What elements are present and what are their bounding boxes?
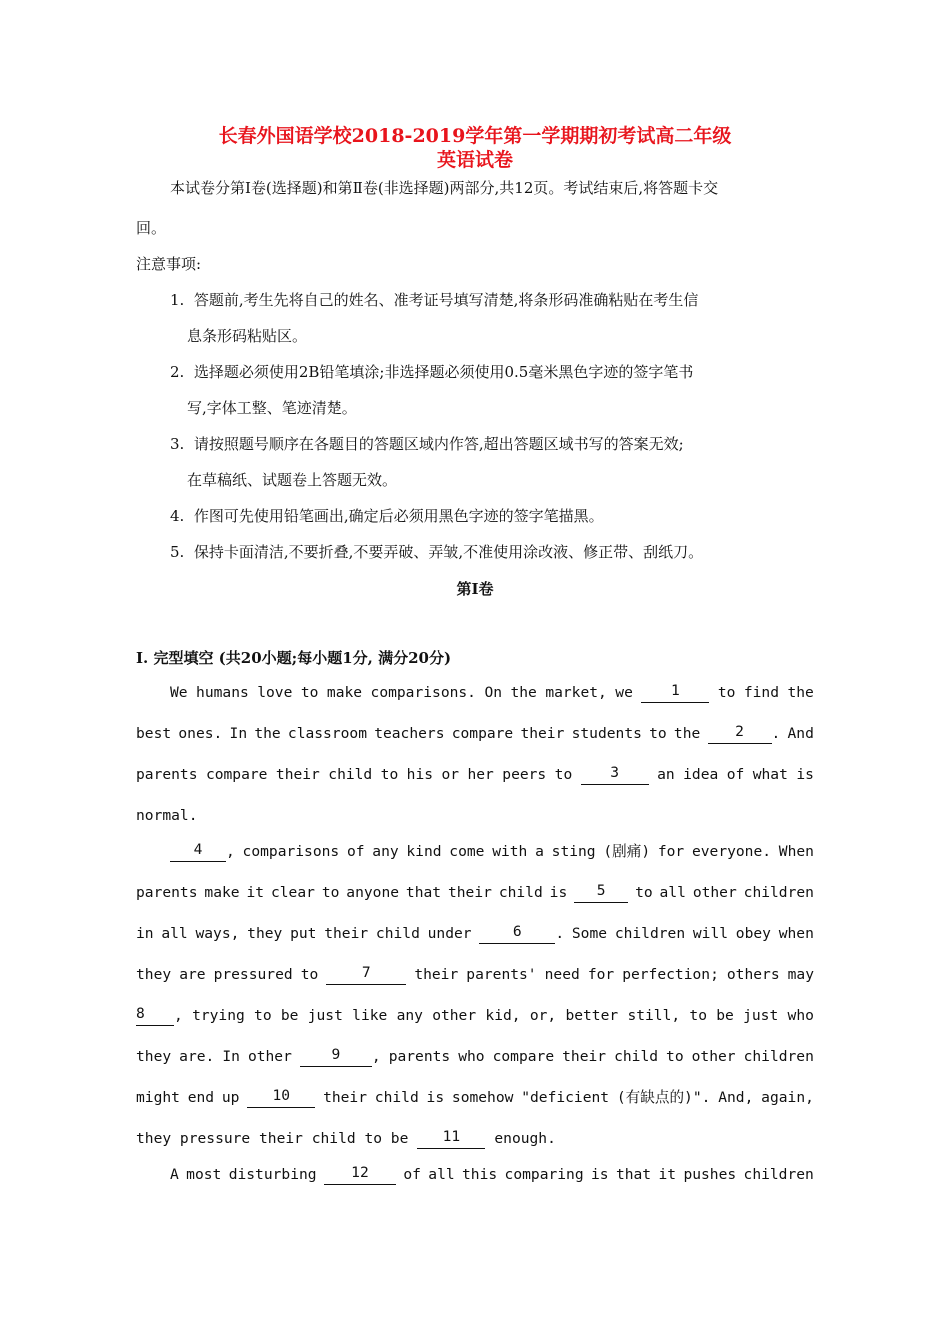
word: the xyxy=(510,684,537,701)
blank-5[interactable]: 5 xyxy=(574,883,628,903)
passage-line-5 xyxy=(170,842,814,862)
word: children xyxy=(743,1048,814,1065)
word: , xyxy=(371,1048,381,1065)
blank-3[interactable]: 3 xyxy=(581,765,649,785)
word: best xyxy=(136,725,172,742)
intro-line-2: 回。 xyxy=(136,219,167,237)
word: of xyxy=(346,843,365,860)
word: make xyxy=(326,684,363,701)
word: the xyxy=(673,725,701,742)
rule-5 xyxy=(170,542,703,562)
rule-number: 3. xyxy=(170,435,185,453)
word: others xyxy=(726,966,780,983)
blank-group xyxy=(136,1006,183,1026)
word: to xyxy=(649,725,667,742)
word: peers xyxy=(502,766,547,783)
rule-3-cont: 在草稿纸、试题卷上答题无效。 xyxy=(187,471,398,489)
passage-line-1 xyxy=(170,683,814,703)
word: all xyxy=(659,884,686,901)
rule-1 xyxy=(170,290,698,310)
word: to xyxy=(254,1007,272,1024)
word: make xyxy=(204,884,240,901)
rule-4 xyxy=(170,506,604,526)
word: . xyxy=(555,925,565,942)
word: need xyxy=(544,966,580,983)
word: who xyxy=(458,1048,485,1065)
blank-6[interactable]: 6 xyxy=(479,924,555,944)
word: come xyxy=(449,843,485,860)
word: On xyxy=(484,684,503,701)
blank-8[interactable]: 8 xyxy=(136,1006,174,1026)
word: (剧痛) xyxy=(603,843,651,860)
rule-3 xyxy=(170,434,684,454)
word: child xyxy=(498,884,543,901)
blank-11[interactable]: 11 xyxy=(417,1129,485,1149)
word: . xyxy=(771,725,781,742)
word: who xyxy=(787,1007,814,1024)
word: they xyxy=(136,1048,172,1065)
word: the xyxy=(254,725,281,742)
passage-line-12 xyxy=(136,1129,814,1149)
word: to xyxy=(380,766,399,783)
passage-line-2 xyxy=(136,724,814,744)
word: child xyxy=(375,925,420,942)
word: Some xyxy=(571,925,608,942)
rule-text: 选择题必须使用2B铅笔填涂;非选择题必须使用0.5毫米黑色字迹的签字笔书 xyxy=(193,363,694,381)
word: idea xyxy=(683,766,719,783)
word: still, xyxy=(627,1007,681,1024)
blank-1[interactable]: 1 xyxy=(641,683,709,703)
word: students xyxy=(571,725,642,742)
blank-group xyxy=(479,924,564,944)
word: classroom xyxy=(287,725,367,742)
rule-number: 1. xyxy=(170,291,185,309)
word: is xyxy=(591,1166,609,1183)
word: compare xyxy=(492,1048,555,1065)
rule-number: 4. xyxy=(170,507,185,525)
word: humans xyxy=(196,684,249,701)
intro-line-1: 本试卷分第Ⅰ卷(选择题)和第Ⅱ卷(非选择题)两部分,共12页。考试结束后,将答题卡交 xyxy=(170,179,719,197)
word: their xyxy=(324,925,369,942)
word: to xyxy=(300,966,319,983)
word: enough. xyxy=(494,1130,556,1147)
part-heading: 第Ⅰ卷 xyxy=(456,580,494,598)
word: children xyxy=(743,1166,814,1183)
passage-line-8 xyxy=(136,965,814,985)
word: parents' xyxy=(466,966,537,983)
word: When xyxy=(778,843,814,860)
word: their xyxy=(447,884,492,901)
word: be xyxy=(716,1007,734,1024)
word: parents xyxy=(136,766,198,783)
rule-text: 作图可先使用铅笔画出,确定后必须用黑色字迹的签字笔描黑。 xyxy=(193,507,604,525)
passage-line-3 xyxy=(136,765,814,785)
rule-number: 5. xyxy=(170,543,185,561)
word: of xyxy=(403,1166,421,1183)
word: compare xyxy=(451,725,514,742)
word: other xyxy=(692,884,737,901)
rule-text: 请按照题号顺序在各题目的答题区域内作答,超出答题区域书写的答案无效; xyxy=(193,435,684,453)
word: to xyxy=(321,884,340,901)
word: pushes xyxy=(683,1166,737,1183)
exam-subject-title: 英语试卷 xyxy=(436,149,513,171)
word: other xyxy=(691,1048,736,1065)
word: we xyxy=(615,684,633,701)
passage-line-9 xyxy=(136,1006,814,1026)
word: In xyxy=(229,725,248,742)
word: child xyxy=(374,1089,419,1106)
word: or, xyxy=(529,1007,557,1024)
word: better xyxy=(565,1007,619,1024)
section-heading: I. 完型填空 (共20小题;每小题1分, 满分20分) xyxy=(136,649,452,667)
blank-7[interactable]: 7 xyxy=(326,965,406,985)
word: obey xyxy=(735,925,771,942)
word: is xyxy=(426,1089,445,1106)
word: again, xyxy=(761,1089,814,1106)
word: in xyxy=(136,925,154,942)
rule-1-cont: 息条形码粘贴区。 xyxy=(187,327,308,345)
word: ones. xyxy=(178,725,223,742)
word: just xyxy=(307,1007,343,1024)
word: "deficient xyxy=(521,1089,610,1106)
word: to xyxy=(554,766,573,783)
word: for xyxy=(587,966,615,983)
word: it xyxy=(658,1166,677,1183)
word: all xyxy=(428,1166,455,1183)
word: when xyxy=(778,925,814,942)
exam-title: 长春外国语学校2018-2019学年第一学期期初考试高二年级 xyxy=(218,125,732,147)
word: clear xyxy=(270,884,315,901)
word: perfection; xyxy=(622,966,719,983)
word: they xyxy=(247,925,283,942)
word: market, xyxy=(545,684,607,701)
word: their xyxy=(520,725,565,742)
word: ways, xyxy=(195,925,240,942)
word: a xyxy=(535,843,544,860)
word: to xyxy=(689,1007,707,1024)
word: parents xyxy=(388,1048,451,1065)
word: is xyxy=(549,884,568,901)
word: they pressure their child to be xyxy=(136,1130,409,1147)
word: And xyxy=(787,725,814,742)
word: comparing xyxy=(504,1166,584,1183)
word: find xyxy=(743,684,780,701)
passage-line-11 xyxy=(136,1088,814,1108)
word: his xyxy=(406,766,434,783)
blank-4[interactable]: 4 xyxy=(170,842,226,862)
word: And, xyxy=(718,1089,754,1106)
word: sting xyxy=(551,843,596,860)
word: , xyxy=(174,1007,183,1024)
word: or xyxy=(441,766,460,783)
word: her xyxy=(467,766,494,783)
word: the xyxy=(787,684,814,701)
word: compare xyxy=(205,766,268,783)
notice-heading: 注意事项: xyxy=(136,255,202,273)
blank-group xyxy=(300,1047,381,1067)
word: are xyxy=(179,966,206,983)
word: to xyxy=(635,884,653,901)
word: pressured xyxy=(213,966,293,983)
word: just xyxy=(743,1007,779,1024)
word: love xyxy=(257,684,293,701)
rule-2 xyxy=(170,362,693,382)
word: with xyxy=(492,843,528,860)
word: they xyxy=(136,966,172,983)
word: under xyxy=(427,925,472,942)
word: of xyxy=(726,766,745,783)
blank-group xyxy=(170,842,235,862)
word: , xyxy=(226,843,235,860)
word: other xyxy=(432,1007,477,1024)
word: everyone. xyxy=(691,843,772,860)
word: child xyxy=(328,766,373,783)
word: anyone xyxy=(346,884,400,901)
rule-2-cont: 写,字体工整、笔迹清楚。 xyxy=(187,399,357,417)
blank-9[interactable]: 9 xyxy=(300,1047,372,1067)
word: to xyxy=(666,1048,684,1065)
word: end xyxy=(187,1089,215,1106)
passage-line-7 xyxy=(136,924,814,944)
rule-text: 答题前,考生先将自己的姓名、准考证号填写清楚,将条形码准确粘贴在考生信 xyxy=(193,291,699,309)
word: all xyxy=(161,925,188,942)
word: are. xyxy=(179,1048,215,1065)
word: like xyxy=(352,1007,388,1024)
word: children xyxy=(743,884,814,901)
word: that xyxy=(615,1166,652,1183)
word: their xyxy=(414,966,459,983)
word: kind xyxy=(406,843,442,860)
word: We xyxy=(170,684,188,701)
word: any xyxy=(372,843,399,860)
blank-group xyxy=(708,724,781,744)
word: child xyxy=(614,1048,659,1065)
passage-line-10 xyxy=(136,1047,814,1067)
word: be xyxy=(280,1007,299,1024)
word: (有缺点的)". xyxy=(616,1089,711,1106)
word: comparisons. xyxy=(370,684,476,701)
word: other xyxy=(247,1048,292,1065)
blank-12[interactable]: 12 xyxy=(324,1165,396,1185)
word: for xyxy=(657,843,685,860)
word: any xyxy=(396,1007,423,1024)
word: parents xyxy=(136,884,198,901)
passage-line-6 xyxy=(136,883,814,903)
rule-number: 2. xyxy=(170,363,185,381)
passage-line-4 xyxy=(136,806,814,826)
word: will xyxy=(692,925,729,942)
word: it xyxy=(246,884,265,901)
passage-line-13 xyxy=(170,1165,814,1185)
blank-10[interactable]: 10 xyxy=(247,1088,315,1108)
word: to xyxy=(717,684,736,701)
word: is xyxy=(796,766,814,783)
word: children xyxy=(614,925,686,942)
blank-2[interactable]: 2 xyxy=(708,724,772,744)
word: an xyxy=(657,766,675,783)
word: somehow xyxy=(451,1089,514,1106)
word: might xyxy=(136,1089,180,1106)
word: this xyxy=(462,1166,498,1183)
rule-text: 保持卡面清洁,不要折叠,不要弄破、弄皱,不准使用涂改液、修正带、刮纸刀。 xyxy=(193,543,704,561)
word: up xyxy=(221,1089,240,1106)
word: their xyxy=(323,1089,367,1106)
word: to xyxy=(300,684,319,701)
word: A xyxy=(170,1166,179,1183)
word: their xyxy=(562,1048,607,1065)
word: put xyxy=(290,925,317,942)
word: trying xyxy=(192,1007,245,1024)
word: comparisons xyxy=(242,843,340,860)
word: disturbing xyxy=(228,1166,317,1183)
word: their xyxy=(275,766,320,783)
word: In xyxy=(222,1048,240,1065)
word: kid, xyxy=(485,1007,521,1024)
word: normal. xyxy=(136,807,198,824)
word: what xyxy=(752,766,788,783)
word: teachers xyxy=(374,725,445,742)
word: may xyxy=(787,966,814,983)
word: that xyxy=(405,884,442,901)
word: most xyxy=(186,1166,222,1183)
